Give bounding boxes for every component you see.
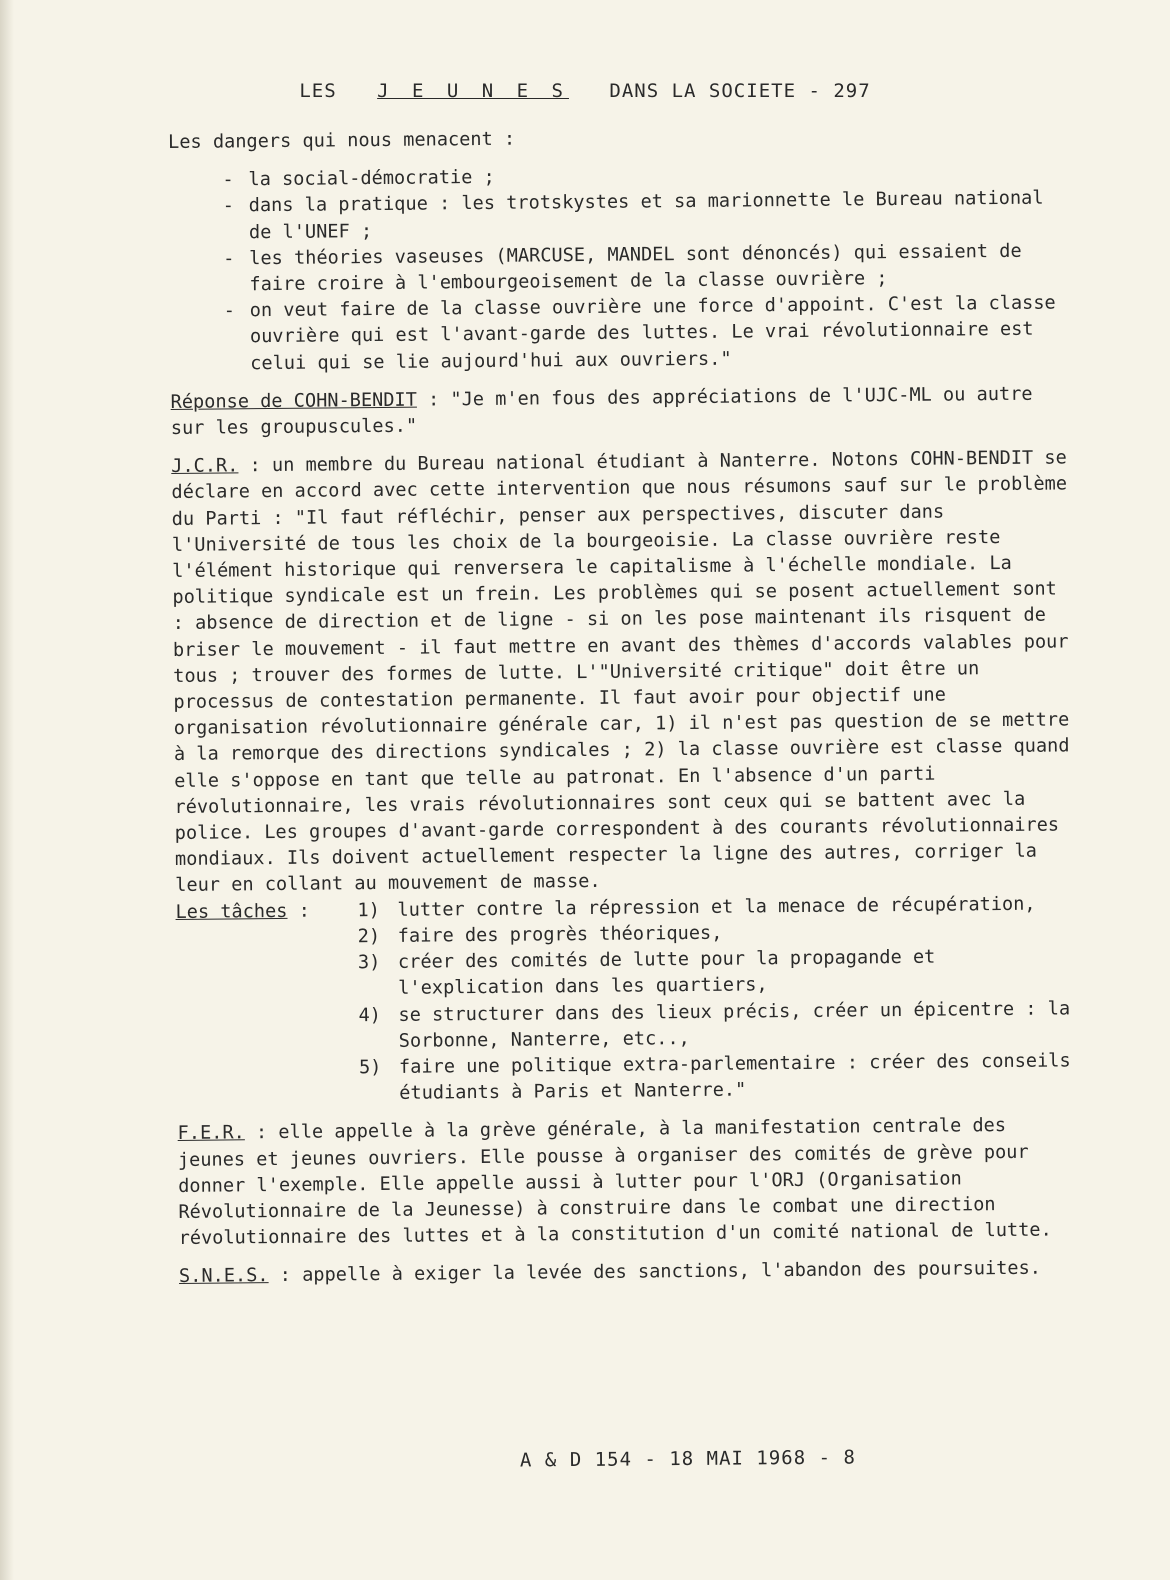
reponse-label: Réponse de COHN-BENDIT [170,389,417,413]
jcr-text: : un membre du Bureau national étudiant à Nanterre. Notons COHN-BENDIT se déclare en accord avec cette intervention que nous résumons sauf sur le problème du Parti : "Il faut réfléchir, penser aux perspectives, discuter dans l'Université de tous les choix de la bourgeoisie. La classe ouvrière reste l'élément historique qui renversera le capitalisme à l'échelle mondiale. La politique syndicale est un frein. Les problèmes qui se posent actuellement sont : absence de direction et de ligne - si on les pose maintenant ils risquent de briser le mouvement - il faut mettre en avant des thèmes d'accords valables pour tous ; trouver des formes de lutte. L'"Université critique" doit être un processus de contestation permanente. Il faut avoir pour objectif une organisation révolutionnaire générale car, 1) il n'est pas question de se mettre à la remorque des directions syndicales ; 2) la classe ouvrière est classe quand elle s'oppose en tant que telle au patronat. En l'absence d'un parti révolutionnaire, les vrais révolutionnaires sont ceux qui se battent avec la police. Les groupes d'avant-garde correspondent à des courants révolutionnaires mondiaux. Ils doivent actuellement respecter la ligne des autres, corriger la leur en collant au mouvement de masse. [171,447,1070,897]
reponse-paragraph [170,381,1070,442]
reponse-text: : "Je m'en fous des appréciations de l'UJC-ML ou autre sur les groupuscules." [170,383,1033,440]
page-footer: A & D 154 - 18 MAI 1968 - 8 [519,1446,856,1472]
danger-item: - dans la pratique : les trotskystes et sa marionnette le Bureau national de l'UNEF ; [222,188,1044,243]
taches-section: Les tâches : 1) lutter contre la répression et la menace de récupération, 2) faire des progrès théoriques, 3) créer des comités de lutte pour la propagande et l'explication dans les quartiers, 4) se structurer dans des lieux précis, créer un épicentre : la Sorbonne, Nanterre, etc.., 5) faire une politique extra-parlementaire : créer des conseils étudiants à Paris et Nanterre." [175,891,1077,1109]
dangers-title: Les dangers qui nous menacent : [168,128,516,153]
page-body [168,121,1079,1290]
fer-paragraph [178,1113,1079,1253]
header-jeunes: J E U N E S [377,80,569,102]
header-suffix: DANS LA SOCIETE - 297 [609,80,871,102]
taches-list [357,891,1077,1108]
list-item: 3) créer des comités de lutte pour la propagande et l'explication dans les quartiers, [357,946,936,1000]
snes-text: : appelle à exiger la levée des sanctions, l'abandon des poursuites. [268,1258,1042,1287]
jcr-paragraph [171,446,1075,900]
danger-item: - la social-démocratie ; [222,167,495,191]
list-item: 5) faire une politique extra-parlementaire : créer des conseils étudiants à Paris et Nanterre." [358,1050,1071,1104]
snes-label: S.N.E.S. [178,1265,269,1288]
taches-label: Les tâches [175,900,288,923]
list-item: 2) faire des progrès théoriques, [357,922,723,948]
header-prefix: LES [299,80,337,102]
danger-item: - on veut faire de la classe ouvrière une force d'appoint. C'est la classe ouvrière qui est l'avant-garde des luttes. Le vrai révolutionnaire est celui qui se lie aujourd'hui aux ouvriers." [223,292,1056,374]
jcr-label: J.C.R. [171,455,239,478]
danger-item: - les théories vaseuses (MARCUSE, MANDEL sont dénoncés) qui essaient de faire croire à l'embourgeoisement de la classe ouvrière ; [223,240,1022,296]
fer-text: : elle appelle à la grève générale, à la manifestation centrale des jeunes et jeunes ouvriers. Elle pousse à organiser des comités de grève pour donner l'exemple. Elle appelle aussi à lutter pour l'ORJ (Organisation Révolutionnaire de la Jeunesse) à construire dans le combat une direction révolutionnaire des luttes et à la constitution d'un comité national de lutte. [177,1115,1052,1250]
fer-label: F.E.R. [177,1122,245,1145]
list-item: 4) se structurer dans des lieux précis, créer un épicentre : la Sorbonne, Nanterre, etc.., [358,997,1071,1052]
page-header [0,80,1170,102]
page-edge-shadow [0,0,14,1580]
list-item: 1) lutter contre la répression et la menace de récupération, [357,893,1036,921]
